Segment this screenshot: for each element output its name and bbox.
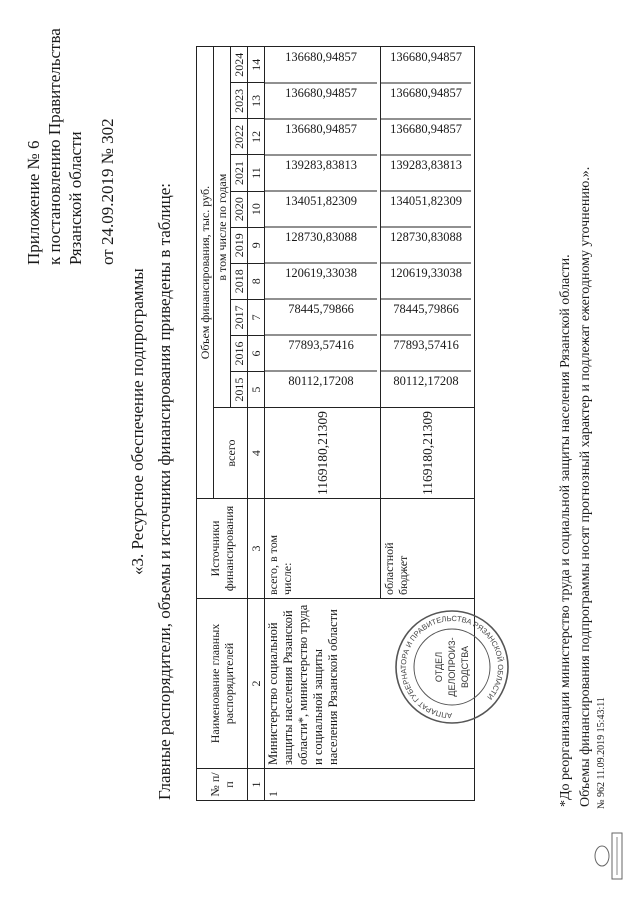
row-distributor-name: Министерство социальной защиты населения Рязанской области*, министерство труда и социальной защиты населения Рязанской области (265, 599, 475, 769)
year-value: 136680,94857 (390, 86, 462, 101)
year-2022: 2022 (231, 119, 248, 155)
year-2024: 2024 (231, 47, 248, 83)
year-value: 120619,33038 (390, 266, 462, 281)
source-label-budget: областной бюджет (381, 499, 475, 599)
year-values (381, 47, 471, 407)
year-value: 134051,82309 (285, 194, 357, 209)
col-number: 7 (248, 299, 265, 335)
col-number: 13 (248, 83, 265, 119)
year-value: 136680,94857 (285, 50, 357, 65)
year-2019: 2019 (231, 227, 248, 263)
col-number: 11 (248, 155, 265, 191)
year-value: 77893,57416 (288, 338, 354, 353)
header-by-years: в том числе по годам (214, 47, 231, 408)
appendix-number: Приложение № 6 (24, 140, 43, 265)
registration-mark-icon (590, 821, 630, 891)
col-number: 4 (248, 408, 265, 499)
stamp-center-line: ОТДЕЛ (434, 651, 444, 683)
year-value: 80112,17208 (288, 374, 354, 389)
col-number: 14 (248, 47, 265, 83)
section-title: «3. Ресурсное обеспечение подпрограммы (128, 268, 147, 575)
footnote-forecast: Объемы финансирования подпрограммы носят прогнозный характер и подлежат ежегодному уточнению.». (578, 166, 593, 807)
year-2020: 2020 (231, 191, 248, 227)
col-number: 6 (248, 335, 265, 371)
year-values-cell (265, 47, 381, 408)
region-name: Рязанской области (66, 131, 85, 265)
year-value: 78445,79866 (393, 302, 459, 317)
table-row (265, 47, 381, 801)
col-number: 8 (248, 263, 265, 299)
year-2015: 2015 (231, 372, 248, 408)
header-total: всего (214, 408, 248, 499)
source-total-value: 1169180,21309 (265, 408, 381, 499)
col-number: 9 (248, 227, 265, 263)
year-value: 139283,83813 (285, 158, 357, 173)
year-value: 80112,17208 (393, 374, 459, 389)
col-number: 5 (248, 372, 265, 408)
source-label-total: всего, в том числе: (265, 499, 381, 599)
year-2016: 2016 (231, 335, 248, 371)
year-value: 136680,94857 (285, 122, 357, 137)
year-2018: 2018 (231, 263, 248, 299)
year-2021: 2021 (231, 155, 248, 191)
year-2017: 2017 (231, 299, 248, 335)
col-number: 3 (248, 499, 265, 599)
header-source: Источники финансирования (197, 499, 248, 599)
lead-text: Главные распорядители, объемы и источники финансирования приведены в таблице: (155, 183, 174, 800)
year-value: 77893,57416 (393, 338, 459, 353)
header-volume: Объем финансирования, тыс. руб. (197, 47, 214, 499)
year-value: 134051,82309 (390, 194, 462, 209)
stamp-ring-text: АППАРАТ ГУБЕРНАТОРА И ПРАВИТЕЛЬСТВА РЯЗАНСКОЙ ОБЛАСТИ (398, 613, 506, 721)
header-num: № п/п (197, 769, 248, 801)
year-value: 128730,83088 (390, 230, 462, 245)
stamp-center-line: ДЕЛОПРОИЗ- (447, 637, 457, 697)
year-value: 136680,94857 (390, 50, 462, 65)
column-number-row (248, 47, 265, 801)
stamp-center-line: ВОДСТВА (460, 645, 470, 689)
year-value: 139283,83813 (390, 158, 462, 173)
col-number: 12 (248, 119, 265, 155)
year-value: 136680,94857 (285, 86, 357, 101)
resolution-ref: к постановлению Правительства (45, 28, 64, 265)
year-2023: 2023 (231, 83, 248, 119)
footnote-reorganization: *До реорганизации министерство труда и социальной защиты населения Рязанской области. (558, 254, 573, 807)
year-values (265, 47, 377, 407)
col-number: 1 (248, 769, 265, 801)
year-value: 136680,94857 (390, 122, 462, 137)
header-name: Наименование главных распорядителей (197, 599, 248, 769)
row-number: 1 (265, 769, 475, 801)
col-number: 2 (248, 599, 265, 769)
year-values-cell (381, 47, 475, 408)
registration-line: № 962 11.09.2019 15:43:11 (596, 697, 607, 809)
year-value: 120619,33038 (285, 266, 357, 281)
official-stamp (392, 607, 512, 727)
resolution-date: от 24.09.2019 № 302 (98, 118, 117, 265)
year-value: 128730,83088 (285, 230, 357, 245)
source-budget-total: 1169180,21309 (381, 408, 475, 499)
col-number: 10 (248, 191, 265, 227)
year-value: 78445,79866 (288, 302, 354, 317)
